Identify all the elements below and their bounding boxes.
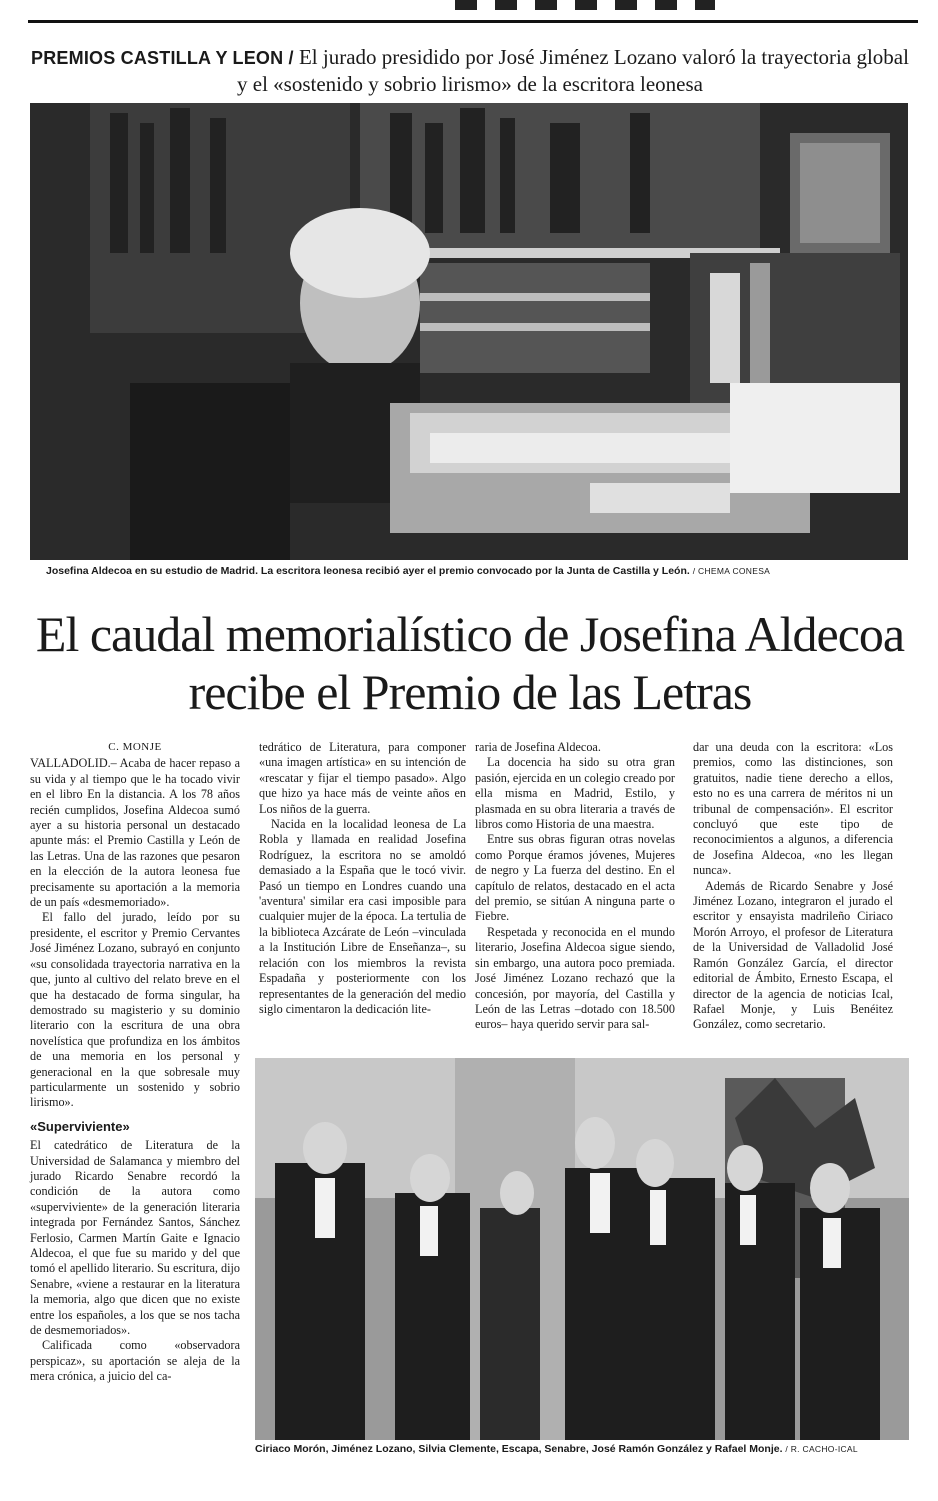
- kicker-text: El jurado presidido por José Jiménez Lozano valoró la trayectoria global y el «sostenido y sobrio lirismo» de la escritora leonesa: [237, 45, 909, 96]
- kicker-section: PREMIOS CASTILLA Y LEON /: [31, 48, 294, 68]
- col2-paragraph-2: Nacida en la localidad leonesa de La Robla y llamada en realidad Josefina Rodríguez, la escritora no se amoldó demasiado a la España que le tocó vivir. Pasó un tiempo en Londres cuando una 'aventura' similar era casi imposible para cualquier mujer de la época. La tertulia de la biblioteca Azcárate de León –vinculada a la Institución Libre de Enseñanza–, su relación con los miembros la revista Espadaña y posteriormente con los representantes de la generación del medio siglo cimentaron la dedicación lite-: [259, 817, 466, 1016]
- headline: El caudal memorialístico de Josefina Aldecoa recibe el Premio de las Letras: [35, 606, 905, 720]
- article-column-1: [30, 740, 240, 1385]
- col1-paragraph-3: El catedrático de Literatura de la Universidad de Salamanca y miembro del jurado Ricardo Senabre recordó la condición de la autora como «superviviente» de la generación literaria integrada por Fernández Santos, Sánchez Ferlosio, Carmen Martín Gaite e Ignacio Aldecoa, el que fue su marido y del que tomó el apellido literario. Su escritura, dijo Senabre, «viene a restaurar en la literatura la memoria, algo que dicen que no existe entre los españoles, a los que se nos tacha de desmemoriados».: [30, 1138, 240, 1338]
- article-column-3: [475, 740, 675, 1033]
- col4-paragraph-1: dar una deuda con la escritora: «Los premios, como las distinciones, son gratuitos, nadie tiene derecho a ellos, esto no es una carrera de méritos ni un tribunal de compensación». El escritor concluyó que este tipo de reconocimientos a algunos, a diferencia de Josefina Aldecoa, «no les llegan nunca».: [693, 740, 893, 878]
- photo-aldecoa-image: [30, 103, 908, 560]
- col3-paragraph-2: La docencia ha sido su otra gran pasión, ejercida en un colegio creado por ella misma en Madrid, Estilo, y plasmada en su obra literaria a través de libros como Historia de una maestra.: [475, 755, 675, 832]
- col2-paragraph-1: tedrático de Literatura, para componer «una imagen artística» en su intención de «rescatar y fijar el tiempo pasado». Algo que hizo ya hace más de veinte años en Los niños de la guerra.: [259, 740, 466, 816]
- photo-aldecoa-study: [30, 103, 908, 560]
- col1-paragraph-2: El fallo del jurado, leído por su presidente, el escritor y Premio Cervantes José Jiménez Lozano, subrayó en conjunto «su consolidada trayectoria narrativa en la que, junto al cultivo del relato breve en el que ha destacado de forma singular, ha demostrado su magisterio y su dominio literario con la escritura de una obra novelística que profundiza en los ámbitos de una memoria en los personal y generacional en la que sobresale muy particularmente un sostenido y sobrio lirismo».: [30, 910, 240, 1110]
- kicker: [30, 44, 910, 97]
- col3-paragraph-3: Entre sus obras figuran otras novelas como Porque éramos jóvenes, Mujeres de negro y La fuerza del destino. En el capítulo de relatos, destacado en el acta del premio, se sitúan A ninguna parte o Fiebre.: [475, 832, 675, 924]
- top-rule: [28, 20, 918, 23]
- photo-jury-group: [255, 1058, 909, 1440]
- photo1-credit: / CHEMA CONESA: [692, 566, 771, 576]
- col1-paragraph-4: Calificada como «observadora perspicaz», su aportación se aleja de la mera crónica, a juicio del ca-: [30, 1338, 240, 1384]
- article-column-2: [259, 740, 466, 1017]
- col4-paragraph-2: Además de Ricardo Senabre y José Jiménez Lozano, integraron el jurado el escritor y ensayista madrileño Ciriaco Morón Arroyo, el profesor de Literatura de la Universidad de Valladolid José Ramón González García, el director editorial de Ámbito, Ernesto Escapa, el director de la agencia de noticias Ical, Rafael Monje, y Luis Benéitez González, como secretario.: [693, 878, 893, 1032]
- photo2-caption-text: Ciriaco Morón, Jiménez Lozano, Silvia Clemente, Escapa, Senabre, José Ramón González y Rafael Monje.: [255, 1443, 783, 1455]
- photo1-caption: [46, 565, 770, 578]
- col1-paragraph-1: VALLADOLID.– Acaba de hacer repaso a su vida y al tiempo que le ha tocado vivir en el libro En la distancia. A los 78 años recién cumplidos, Josefina Aldecoa sumó ayer a su historia personal un destacado apunte más: el Premio Castilla y León de las Letras. Una de las razones que pesaron en la elección de la autora leonesa fue precisamente su aportación a la memoria de un país «desmemoriado».: [30, 756, 240, 910]
- subhead-superviviente: «Superviviente»: [30, 1118, 130, 1134]
- byline: C. MONJE: [108, 741, 162, 753]
- article-column-4: [693, 740, 893, 1033]
- photo2-caption: [255, 1443, 858, 1456]
- photo1-caption-text: Josefina Aldecoa en su estudio de Madrid. La escritora leonesa recibió ayer el premio convocado por la Junta de Castilla y León.: [46, 565, 690, 577]
- col3-paragraph-4: Respetada y reconocida en el mundo literario, Josefina Aldecoa sigue siendo, sin embargo, una autora poco premiada. José Jiménez Lozano rechazó que la concesión, por mayoría, del Castilla y León de las Letras –dotado con 18.500 euros– haya querido servir para sal-: [475, 924, 675, 1032]
- col3-paragraph-1: raria de Josefina Aldecoa.: [475, 740, 601, 754]
- photo2-credit: / R. CACHO-ICAL: [785, 1444, 858, 1454]
- masthead-fragment: [455, 0, 715, 10]
- photo-jury-image: [255, 1058, 909, 1440]
